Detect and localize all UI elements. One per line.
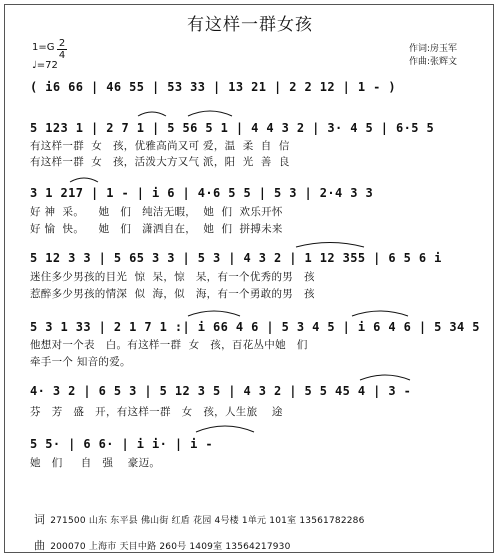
lyric-line-2-verse-1: 有这样一群 女 孩，优雅高尚又可 爱，温 柔 自 信 <box>30 140 290 152</box>
time-signature-top: 2 <box>58 38 66 49</box>
notation-line-2: 5 123 1 | 2 7 1 | 5 56 5 1 | 4 4 3 2 | 3· 4 5 | 6·5 5 <box>30 121 435 135</box>
composer-label: 曲 <box>34 539 46 552</box>
song-title: 有这样一群女孩 <box>187 15 313 35</box>
lyric-line-3-verse-2: 好 愉 快。 她 们 潇洒自在， 她 们 拼搏未来 <box>30 223 283 235</box>
composer-address <box>34 537 291 553</box>
notation-line-6: 4· 3 2 | 6 5 3 | 5 12 3 5 | 4 3 2 | 5 5 45 4 | 3 - <box>30 384 412 398</box>
tempo-marking: ♩=72 <box>32 60 58 71</box>
notation-line-3: 3 1 217 | 1 - | i 6 | 4·6 5 5 | 5 3 | 2·4 3 3 <box>30 186 374 200</box>
lyric-line-2-verse-2: 有这样一群 女 孩，活泼大方又气 派，阳 光 善 良 <box>30 156 290 168</box>
composer-credit: 作曲:张辉文 <box>409 57 458 67</box>
lyricist-address-text: 271500 山东 东平县 佛山街 红盾 花园 4号楼 1单元 101室 13561782286 <box>50 516 365 526</box>
lyric-line-3-verse-1: 好 神 采。 她 们 纯洁无暇， 她 们 欢乐开怀 <box>30 206 283 218</box>
lyricist-address <box>34 511 365 527</box>
lyric-line-4-verse-1: 迷住多少男孩的目光 惊 呆，惊 呆，有一个优秀的男 孩 <box>30 271 315 283</box>
lyric-line-5-verse-2: 牵手一个 知音的爱。 <box>30 356 131 368</box>
lyric-line-6-verse-1: 芬 芳 盛 开，有这样一群 女 孩，人生旅 途 <box>30 406 283 418</box>
notation-line-4: 5 12 3 3 | 5 65 3 3 | 5 3 | 4 3 2 | 1 12 355 | 6 5 6 i <box>30 251 442 265</box>
lyricist-credit: 作词:房玉军 <box>409 44 458 54</box>
credits <box>409 43 457 69</box>
composer-address-text: 200070 上海市 天目中路 260号 1409室 13564217930 <box>50 542 291 552</box>
time-signature <box>56 38 68 61</box>
lyric-line-7-verse-1: 她 们 自 强 豪迈。 <box>30 457 161 469</box>
lyric-line-4-verse-2: 惹醉多少男孩的情深 似 海，似 海，有一个勇敢的男 孩 <box>30 288 315 300</box>
time-signature-bottom: 4 <box>58 50 66 61</box>
notation-line-5: 5 3 1 33 | 2 1 7 1 :| i 66 4 6 | 5 3 4 5 | i 6 4 6 | 5 34 5 <box>30 320 480 334</box>
lyricist-label: 词 <box>34 513 46 526</box>
key-signature: 1=G <box>32 42 55 53</box>
lyric-line-5-verse-1: 他想对一个表 白。有这样一群 女 孩，百花丛中她 们 <box>30 339 308 351</box>
notation-line-7: 5 5· | 6 6· | i i· | i - <box>30 437 213 451</box>
notation-line-1: ( i6 66 | 46 55 | 53 33 | 13 21 | 2 2 12 | 1 - ) <box>30 80 396 94</box>
